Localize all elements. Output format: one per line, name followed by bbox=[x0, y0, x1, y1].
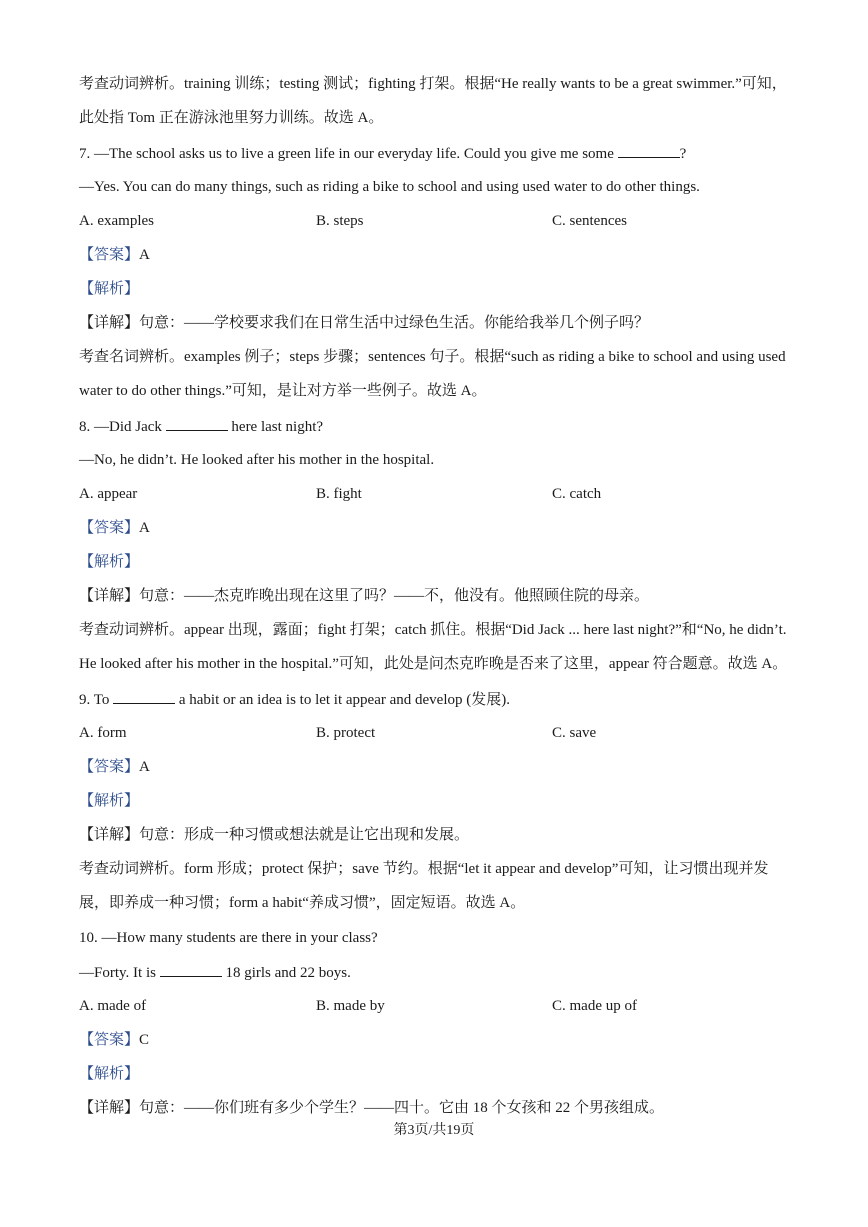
q9-detail bbox=[79, 825, 799, 845]
q7-detail-text: 句意：——学校要求我们在日常生活中过绿色生活。你能给我举几个例子吗？ bbox=[139, 315, 650, 331]
q7-answer-tag: 【答案】 bbox=[79, 247, 140, 263]
q10-answer-tag: 【答案】 bbox=[79, 1032, 140, 1048]
q8-answer-value: A bbox=[139, 520, 150, 536]
q9-detail-text: 句意：形成一种习惯或想法就是让它出现和发展。 bbox=[139, 827, 470, 843]
q8-detail-text: 句意：——杰克昨晚出现在这里了吗？——不，他没有。他照顾住院的母亲。 bbox=[139, 588, 650, 604]
q9-option-a: A. form bbox=[79, 725, 127, 741]
q7-option-a: A. examples bbox=[79, 213, 154, 229]
q7-option-b: B. steps bbox=[316, 213, 364, 229]
q8-option-b: B. fight bbox=[316, 486, 362, 502]
q10-stem: 10. —How many students are there in your class? bbox=[79, 930, 378, 946]
q8-explanation-line-1: 考查动词辨析。appear 出现，露面；fight 打架；catch 抓住。根据“Did Jack ... here last night?”和“No, he didn’t. bbox=[79, 622, 787, 638]
q9-stem bbox=[79, 689, 799, 710]
q10-option-b: B. made by bbox=[316, 998, 385, 1014]
page-footer: 第3页/共19页 bbox=[393, 1123, 475, 1138]
q10-analysis-tag: 【解析】 bbox=[79, 1066, 140, 1082]
q8-analysis-tag: 【解析】 bbox=[79, 554, 140, 570]
q9-analysis bbox=[79, 791, 799, 811]
q8-detail bbox=[79, 586, 799, 606]
q8-detail-tag: 【详解】 bbox=[79, 588, 140, 604]
q10-answer-value: C bbox=[139, 1032, 150, 1048]
q7-analysis bbox=[79, 279, 799, 299]
q9-stem-text: 9. To bbox=[79, 692, 114, 708]
q8-stem-text: 8. —Did Jack bbox=[79, 419, 166, 435]
q6-explanation-line-1: 考查动词辨析。training 训练；testing 测试；fighting 打架。根据“He really wants to be a great swimmer.”可知， bbox=[79, 76, 787, 92]
q7-answer-value: A bbox=[139, 247, 150, 263]
q10-blank bbox=[160, 962, 222, 977]
q7-reply: —Yes. You can do many things, such as riding a bike to school and using used water to do other things. bbox=[79, 179, 700, 195]
q8-answer-tag: 【答案】 bbox=[79, 520, 140, 536]
q8-option-c: C. catch bbox=[552, 486, 602, 502]
q10-option-a: A. made of bbox=[79, 998, 147, 1014]
q7-explanation-line-1: 考查名词辨析。examples 例子；steps 步骤；sentences 句子。根据“such as riding a bike to school and using used bbox=[79, 349, 786, 365]
q10-reply-end: 18 girls and 22 boys. bbox=[221, 965, 351, 981]
q8-blank bbox=[166, 416, 228, 431]
q9-answer-tag: 【答案】 bbox=[79, 759, 140, 775]
q8-option-a: A. appear bbox=[79, 486, 138, 502]
q8-answer bbox=[79, 518, 799, 538]
q7-detail bbox=[79, 313, 799, 333]
q9-option-c: C. save bbox=[552, 725, 597, 741]
q8-explanation-line-2: He looked after his mother in the hospital.”可知，此处是问杰克昨晚是否来了这里，appear 符合题意。故选 A。 bbox=[79, 656, 788, 672]
q9-blank bbox=[113, 689, 175, 704]
q10-option-c: C. made up of bbox=[552, 998, 637, 1014]
q9-detail-tag: 【详解】 bbox=[79, 827, 140, 843]
q8-reply: —No, he didn’t. He looked after his mother in the hospital. bbox=[79, 452, 435, 468]
q7-stem-text: 7. —The school asks us to live a green life in our everyday life. Could you give me some bbox=[79, 146, 618, 162]
q10-detail-text: 句意：——你们班有多少个学生？——四十。它由 18 个女孩和 22 个男孩组成。 bbox=[139, 1100, 665, 1116]
q9-analysis-tag: 【解析】 bbox=[79, 793, 140, 809]
q9-explanation-line-2: 展，即养成一种习惯；form a habit“养成习惯”，固定短语。故选 A。 bbox=[79, 895, 526, 911]
q8-stem bbox=[79, 416, 799, 437]
q9-answer bbox=[79, 757, 799, 777]
q7-stem-end: ? bbox=[679, 146, 687, 162]
q10-analysis bbox=[79, 1064, 799, 1084]
q7-answer bbox=[79, 245, 799, 265]
q7-stem bbox=[79, 143, 799, 164]
q10-detail-tag: 【详解】 bbox=[79, 1100, 140, 1116]
q7-analysis-tag: 【解析】 bbox=[79, 281, 140, 297]
q9-stem-end: a habit or an idea is to let it appear and develop (发展). bbox=[175, 692, 510, 708]
q7-blank bbox=[618, 143, 680, 158]
q10-reply bbox=[79, 962, 799, 983]
q10-detail bbox=[79, 1098, 799, 1118]
q9-option-b: B. protect bbox=[316, 725, 376, 741]
q9-answer-value: A bbox=[139, 759, 150, 775]
q10-answer bbox=[79, 1030, 799, 1050]
q7-detail-tag: 【详解】 bbox=[79, 315, 140, 331]
q9-explanation-line-1: 考查动词辨析。form 形成；protect 保护；save 节约。根据“let it appear and develop”可知，让习惯出现并发 bbox=[79, 861, 769, 877]
q8-analysis bbox=[79, 552, 799, 572]
q6-explanation-line-2: 此处指 Tom 正在游泳池里努力训练。故选 A。 bbox=[79, 110, 384, 126]
q10-reply-text: —Forty. It is bbox=[79, 965, 160, 981]
q7-explanation-line-2: water to do other things.”可知，是让对方举一些例子。故选 A。 bbox=[79, 383, 487, 399]
q7-option-c: C. sentences bbox=[552, 213, 627, 229]
q8-stem-end: here last night? bbox=[227, 419, 324, 435]
